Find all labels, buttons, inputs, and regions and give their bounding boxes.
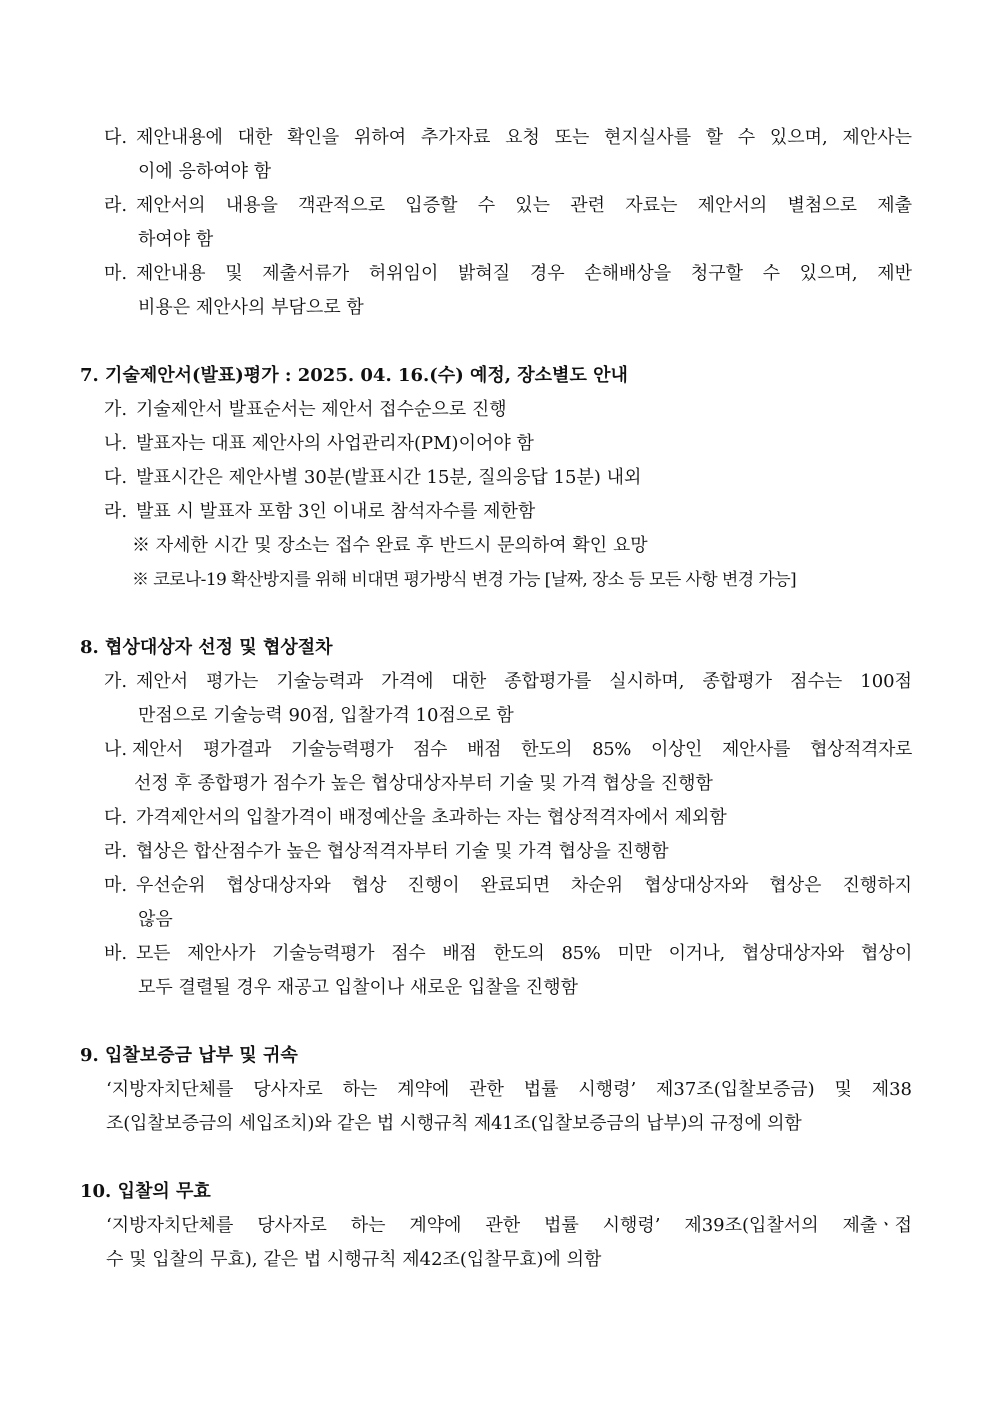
section-heading: 7. 기술제안서(발표)평가 : 2025. 04. 16.(수) 예정, 장소별도 안내: [80, 365, 628, 386]
s8-item-text-cont: 만점으로 기술능력 90점, 입찰가격 10점으로 함: [138, 705, 514, 726]
s7-item-label: 나.: [104, 433, 128, 454]
s8-item-text: 제안서 평가는 기술능력과 가격에 대한 종합평가를 실시하며, 종합평가 점수는 100점: [136, 671, 912, 692]
s8-item-label: 바.: [104, 943, 128, 964]
s8-item-label: 가.: [104, 671, 128, 692]
s9-body-line: 조(입찰보증금의 세입조치)와 같은 법 시행규칙 제41조(입찰보증금의 납부)의 규정에 의함: [106, 1113, 802, 1134]
s6-item-text: 제안내용에 대한 확인을 위하여 추가자료 요청 또는 현지실사를 할 수 있으며, 제안사는: [136, 127, 912, 148]
s6-item-text: 제안내용 및 제출서류가 허위임이 밝혀질 경우 손해배상을 청구할 수 있으며, 제반: [136, 263, 912, 284]
s6-item-label: 마.: [104, 263, 128, 284]
s7-item-label: 다.: [104, 467, 128, 488]
s7-item-label: 가.: [104, 399, 128, 420]
s8-item-label: 나.: [104, 739, 128, 760]
s8-item-label: 라.: [104, 841, 128, 862]
s8-item-text-cont: 모두 결렬될 경우 재공고 입찰이나 새로운 입찰을 진행함: [138, 977, 578, 998]
s9-body-line: ‘지방자치단체를 당사자로 하는 계약에 관한 법률 시행령’ 제37조(입찰보증금) 및 제38: [106, 1079, 912, 1100]
s8-item-text: 우선순위 협상대상자와 협상 진행이 완료되면 차순위 협상대상자와 협상은 진행하지: [136, 875, 912, 896]
s6-item-text-cont: 이에 응하여야 함: [138, 161, 272, 182]
section-heading: 10. 입찰의 무효: [80, 1181, 211, 1202]
s7-note: ※ 코로나-19 확산방지를 위해 비대면 평가방식 변경 가능 [날짜, 장소 등 모든 사항 변경 가능]: [132, 570, 797, 590]
s7-note: ※ 자세한 시간 및 장소는 접수 완료 후 반드시 문의하여 확인 요망: [132, 535, 648, 556]
s6-item-label: 다.: [104, 127, 128, 148]
section-heading: 8. 협상대상자 선정 및 협상절차: [80, 637, 333, 658]
s8-item-text: 모든 제안사가 기술능력평가 점수 배점 한도의 85% 미만 이거나, 협상대상자와 협상이: [136, 943, 912, 964]
s8-item-text: 가격제안서의 입찰가격이 배정예산을 초과하는 자는 협상적격자에서 제외함: [136, 807, 727, 828]
s10-body-line: 수 및 입찰의 무효), 같은 법 시행규칙 제42조(입찰무효)에 의함: [106, 1249, 602, 1270]
s8-item-label: 다.: [104, 807, 128, 828]
s6-item-text-cont: 하여야 함: [138, 229, 214, 250]
s7-item-text: 발표 시 발표자 포함 3인 이내로 참석자수를 제한함: [136, 501, 536, 522]
s7-item-text: 기술제안서 발표순서는 제안서 접수순으로 진행: [136, 399, 507, 420]
section-heading: 9. 입찰보증금 납부 및 귀속: [80, 1045, 298, 1066]
s8-item-label: 마.: [104, 875, 128, 896]
s10-body-line: ‘지방자치단체를 당사자로 하는 계약에 관한 법률 시행령’ 제39조(입찰서의 제출ㆍ접: [106, 1215, 912, 1236]
s6-item-label: 라.: [104, 195, 128, 216]
s8-item-text-cont: 선정 후 종합평가 점수가 높은 협상대상자부터 기술 및 가격 협상을 진행함: [134, 773, 713, 794]
s8-item-text: 제안서 평가결과 기술능력평가 점수 배점 한도의 85% 이상인 제안사를 협상적격자로: [132, 739, 912, 760]
s6-item-text-cont: 비용은 제안사의 부담으로 함: [138, 297, 364, 318]
s7-item-label: 라.: [104, 501, 128, 522]
s8-item-text-cont: 않음: [138, 909, 173, 930]
s7-item-text: 발표시간은 제안사별 30분(발표시간 15분, 질의응답 15분) 내외: [136, 467, 642, 488]
s7-item-text: 발표자는 대표 제안사의 사업관리자(PM)이어야 함: [136, 433, 534, 454]
s8-item-text: 협상은 합산점수가 높은 협상적격자부터 기술 및 가격 협상을 진행함: [136, 841, 669, 862]
s6-item-text: 제안서의 내용을 객관적으로 입증할 수 있는 관련 자료는 제안서의 별첨으로 제출: [136, 195, 912, 216]
